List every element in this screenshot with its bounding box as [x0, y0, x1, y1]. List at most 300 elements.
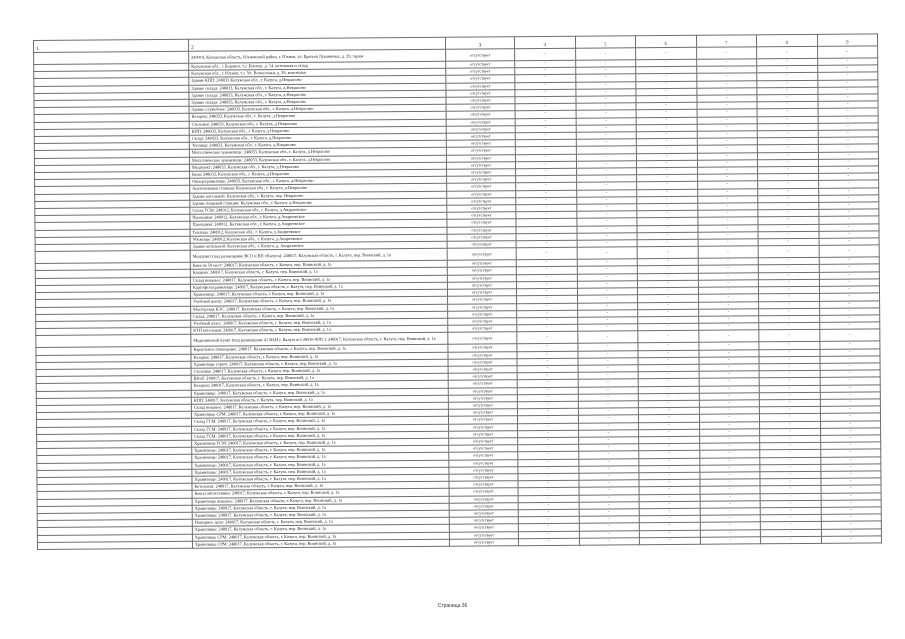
value-cell: - [699, 371, 760, 379]
value-cell: - [819, 315, 880, 323]
value-cell: - [759, 363, 820, 371]
value-cell: - [817, 87, 878, 95]
value-cell: - [515, 139, 576, 147]
value-cell: - [820, 464, 881, 472]
value-cell: - [516, 219, 577, 227]
value-cell: - [636, 124, 697, 132]
value-cell: - [639, 537, 700, 545]
value-cell: - [699, 457, 760, 465]
status-cell: отсутствует [446, 162, 515, 170]
value-cell: - [517, 324, 578, 332]
value-cell: - [639, 515, 700, 523]
value-cell: - [820, 399, 881, 407]
value-cell: - [638, 350, 699, 358]
value-cell: - [760, 515, 821, 523]
value-cell: - [699, 472, 760, 480]
value-cell: - [820, 428, 881, 436]
value-cell: - [759, 370, 820, 378]
status-cell: отсутствует [447, 274, 516, 282]
status-cell: отсутствует [449, 452, 518, 460]
value-cell: - [578, 372, 639, 380]
value-cell: - [636, 81, 697, 89]
value-cell: - [758, 246, 819, 258]
value-cell: - [518, 524, 579, 532]
value-cell: - [577, 259, 638, 267]
status-cell: отсутствует [448, 296, 517, 304]
value-cell: - [760, 529, 821, 537]
value-cell: - [758, 224, 819, 232]
value-cell: - [637, 203, 698, 211]
address-cell: КПП: 248033, Калужская обл., г. Калуга, д.Некрасово [189, 126, 446, 135]
address-cell: Учебный центр: 248017, Калужская область, г. Калуга, пер. Воинский, д. 1а [191, 297, 448, 306]
value-cell: - [757, 109, 818, 117]
value-cell: - [517, 296, 578, 304]
address-cell: Пожарное депо: 248017, Калужская область, г. Калуга, пер. Воинский, д. 1а [192, 517, 449, 526]
status-cell: отсутствует [446, 154, 515, 162]
value-cell: - [577, 350, 638, 358]
value-cell: - [577, 247, 638, 259]
value-cell: - [576, 204, 637, 212]
address-cell: Казарма: 248017, Калужская область, г. Калуга, пер. Воинский, д. 1а [191, 381, 448, 390]
address-cell: Хранилище: 248017, Калужская область, г. Калуга, пер. Воинский, д. 1а [190, 289, 447, 298]
address-cell: Медпункт (под размещение ВСО и ВП г.Калуга): 248017, Калужская область, г. Калуга, пер. Воинский, д. 1а [190, 249, 447, 263]
address-cell: Убежище: 248912, Калужская обл., г. Калуга, д.Андреевское [190, 234, 447, 243]
value-cell: - [576, 117, 637, 125]
address-cell: Склад вещевое: 248017, Калужская область, г. Калуга, пер. Воинский, д. 1а [190, 275, 447, 284]
value-cell: - [636, 47, 697, 59]
value-cell: - [819, 272, 880, 280]
status-cell: отсутствует [449, 481, 518, 489]
status-cell: отсутствует [448, 318, 517, 326]
status-cell: отсутствует [447, 234, 516, 242]
value-cell: - [577, 240, 638, 248]
value-cell: - [576, 175, 637, 183]
value-cell: - [759, 294, 820, 302]
value-cell: - [517, 365, 578, 373]
status-cell: отсутствует [447, 289, 516, 297]
address-cell: Баня на 50 мест: 248017, Калужская область, г. Калуга, пер. Воинский, д. 1а [190, 261, 447, 270]
status-cell: отсутствует [448, 332, 517, 345]
address-cell: Здание служебное: 248033, Калужская обл., г. Калуга, д.Некрасово [189, 104, 446, 113]
value-cell: - [576, 211, 637, 219]
address-cell: Хранилище ГСМ: 248017, Калужская область, г. Калуга, пер. Воинский, д. 1а [192, 438, 449, 447]
value-cell: - [758, 202, 819, 210]
value-cell: - [515, 82, 576, 90]
address-cell: Хранилище: 248017, Калужская область, г. Калуга, пер. Воинский, д. 1а [192, 460, 449, 469]
status-cell: отсутствует [449, 474, 518, 482]
value-cell: - [516, 212, 577, 220]
value-cell: - [637, 280, 698, 288]
value-cell: - [759, 414, 820, 422]
value-cell: - [515, 48, 576, 60]
value-cell: - [577, 233, 638, 241]
value-cell: - [639, 494, 700, 502]
address-cell: Здание пищевой станции: Калужская обл., г. Калуга, д.Некрасово [190, 198, 447, 207]
value-cell: - [639, 465, 700, 473]
status-cell: отсутствует [446, 82, 515, 90]
value-cell: - [759, 315, 820, 323]
value-cell: - [760, 464, 821, 472]
value-cell: - [760, 507, 821, 515]
value-cell: - [516, 190, 577, 198]
value-cell: - [639, 429, 700, 437]
value-cell: - [638, 323, 699, 331]
header-col-3: 3 [445, 37, 514, 50]
value-cell: - [696, 59, 757, 67]
value-cell: - [821, 485, 882, 493]
value-cell: - [758, 272, 819, 280]
status-cell: отсутствует [448, 373, 517, 381]
value-cell: - [820, 384, 881, 392]
value-cell: - [516, 281, 577, 289]
value-cell: - [698, 265, 759, 273]
address-cell: Хранилище: 248017, Калужская область, г. Калуга, пер. Воинский, д. 1а [192, 445, 449, 454]
row-number-cell [37, 541, 192, 549]
status-cell: отсутствует [448, 380, 517, 388]
value-cell: - [638, 393, 699, 401]
value-cell: - [818, 144, 879, 152]
value-cell: - [697, 196, 758, 204]
value-cell: - [576, 146, 637, 154]
value-cell: - [518, 452, 579, 460]
value-cell: - [760, 486, 821, 494]
value-cell: - [516, 248, 577, 260]
value-cell: - [515, 111, 576, 119]
value-cell: - [578, 480, 639, 488]
value-cell: - [699, 429, 760, 437]
value-cell: - [698, 258, 759, 266]
value-cell: - [639, 479, 700, 487]
value-cell: - [758, 265, 819, 273]
value-cell: - [818, 152, 879, 160]
value-cell: - [636, 103, 697, 111]
value-cell: - [759, 392, 820, 400]
value-cell: - [516, 226, 577, 234]
value-cell: - [757, 145, 818, 153]
value-cell: - [517, 317, 578, 325]
value-cell: - [757, 94, 818, 102]
value-cell: - [639, 472, 700, 480]
value-cell: - [579, 494, 640, 502]
value-cell: - [699, 400, 760, 408]
address-cell: Склад ГСМ: 248017, Калужская область, г. Калуга, пер. Воинский, д. 1а [192, 431, 449, 440]
value-cell: - [517, 401, 578, 409]
status-cell: отсутствует [447, 212, 516, 220]
address-cell: Склад: 248033, Калужская обл., г. Калуга, д.Некрасово [189, 133, 446, 142]
value-cell: - [636, 59, 697, 67]
value-cell: - [515, 154, 576, 162]
value-cell: - [820, 392, 881, 400]
value-cell: - [576, 189, 637, 197]
value-cell: - [637, 247, 698, 259]
value-cell: - [817, 72, 878, 80]
value-cell: - [576, 182, 637, 190]
value-cell: - [575, 48, 636, 60]
value-cell: - [517, 380, 578, 388]
value-cell: - [758, 238, 819, 246]
value-cell: - [699, 479, 760, 487]
value-cell: - [760, 450, 821, 458]
value-cell: - [575, 60, 636, 68]
value-cell: - [819, 286, 880, 294]
value-cell: - [639, 523, 700, 531]
status-cell: отсутствует [449, 531, 518, 539]
value-cell: - [639, 501, 700, 509]
value-cell: - [697, 131, 758, 139]
value-cell: - [821, 500, 882, 508]
value-cell: - [697, 181, 758, 189]
value-cell: - [637, 182, 698, 190]
address-cell: Склад: 248017, Калужская область, г. Калуга, пер. Воинский, д. 1а [191, 311, 448, 320]
value-cell: - [699, 436, 760, 444]
status-cell: отсутствует [448, 409, 517, 417]
value-cell: - [760, 536, 821, 544]
value-cell: - [697, 152, 758, 160]
value-cell: - [818, 123, 879, 131]
value-cell: - [578, 393, 639, 401]
address-cell: Калужская обл., г. Боровск, т.з. Беклеш, д. 14, котельная и склад [189, 61, 446, 70]
value-cell: - [516, 288, 577, 296]
value-cell: - [757, 123, 818, 131]
status-cell: отсутствует [448, 325, 517, 333]
value-cell: - [757, 102, 818, 110]
value-cell: - [698, 316, 759, 324]
value-cell: - [759, 399, 820, 407]
status-cell: отсутствует [449, 438, 518, 446]
address-cell: Овощехранилище: 248033, Калужская обл., г. Калуга, д.Некрасово [190, 177, 447, 186]
value-cell: - [698, 342, 759, 350]
value-cell: - [699, 357, 760, 365]
value-cell: - [637, 273, 698, 281]
value-cell: - [636, 139, 697, 147]
value-cell: - [576, 168, 637, 176]
value-cell: - [696, 66, 757, 74]
value-cell: - [820, 435, 881, 443]
value-cell: - [697, 217, 758, 225]
status-cell: отсутствует [447, 190, 516, 198]
address-cell: Караульное помещение: 248017, Калужская область, г. Калуга, пер. Воинский, д. 1а [191, 345, 448, 354]
value-cell: - [698, 287, 759, 295]
value-cell: - [757, 66, 818, 74]
status-cell: отсутствует [448, 416, 517, 424]
value-cell: - [637, 211, 698, 219]
address-cell: Калужская обл., г. Юхнов, т.з. Ул. Вознесенья, д. 29, котельная [189, 68, 446, 77]
value-cell: - [515, 103, 576, 111]
status-cell: отсутствует [449, 423, 518, 431]
value-cell: - [818, 216, 879, 224]
value-cell: - [818, 115, 879, 123]
value-cell: - [636, 74, 697, 82]
value-cell: - [818, 224, 879, 232]
value-cell: - [700, 529, 761, 537]
value-cell: - [515, 118, 576, 126]
status-cell: отсутствует [449, 502, 518, 510]
address-cell: Боксы автотехники: 248017, Калужская область, г. Калуга, пер. Воинский, д. 1а [192, 489, 449, 498]
value-cell: - [818, 202, 879, 210]
value-cell: - [819, 264, 880, 272]
status-cell: отсутствует [449, 445, 518, 453]
value-cell: - [637, 218, 698, 226]
status-cell: отсутствует [449, 488, 518, 496]
value-cell: - [516, 183, 577, 191]
value-cell: - [638, 343, 699, 351]
value-cell: - [699, 421, 760, 429]
address-cell: Картофелехранилище: 248017, Калужская область, г. Калуга, пер. Воинский, д. 1а [190, 282, 447, 291]
value-cell: - [517, 310, 578, 318]
value-cell: - [759, 330, 820, 342]
address-cell: Хранилище: 248017, Калужская область, г. Калуга, пер. Воинский, д. 1а [192, 525, 449, 534]
address-cell: Хранилище: 248017, Калужская область, г. Калуга, пер. Воинский, д. 1а [192, 503, 449, 512]
value-cell: - [699, 407, 760, 415]
value-cell: - [638, 331, 699, 343]
value-cell: - [575, 67, 636, 75]
address-cell: Проходная: 248912, Калужская обл., г. Калуга, д.Андреевское [190, 213, 447, 222]
value-cell: - [518, 538, 579, 546]
value-cell: - [637, 287, 698, 295]
header-col-6: 6 [635, 35, 696, 47]
value-cell: - [577, 317, 638, 325]
address-cell: Здание котельной: Калужская обл., г. Калуга, д. Андреевское [190, 241, 447, 250]
value-cell: - [697, 224, 758, 232]
value-cell: - [576, 153, 637, 161]
value-cell: - [696, 47, 757, 59]
value-cell: - [576, 161, 637, 169]
value-cell: - [517, 303, 578, 311]
status-cell: отсутствует [447, 226, 516, 234]
value-cell: - [758, 279, 819, 287]
value-cell: - [818, 209, 879, 217]
value-cell: - [818, 130, 879, 138]
value-cell: - [760, 500, 821, 508]
status-cell: отсутствует [446, 147, 515, 155]
value-cell: - [817, 94, 878, 102]
value-cell: - [579, 487, 640, 495]
address-cell: Хранилище: 248017, Калужская область, г. Калуга, пер. Воинский, д. 1а [192, 453, 449, 462]
value-cell: - [821, 536, 882, 544]
address-cell: Столовая: 248033, Калужская обл., г. Калуга, д.Некрасово [189, 119, 446, 128]
status-cell: отсутствует [447, 260, 516, 268]
status-cell: отсутствует [447, 176, 516, 184]
address-cell: Здание склада: 248033, Калужская обл., г. Калуга, д.Некрасово [189, 83, 446, 92]
address-cell: Теплица: 248912, Калужская обл., г. Калуга, д.Андреевское [190, 227, 447, 236]
value-cell: - [759, 356, 820, 364]
value-cell: - [696, 95, 757, 103]
value-cell: - [820, 478, 881, 486]
value-cell: - [576, 132, 637, 140]
status-cell: отсутствует [446, 49, 515, 62]
value-cell: - [820, 370, 881, 378]
value-cell: - [699, 465, 760, 473]
value-cell: - [817, 65, 878, 73]
value-cell: - [821, 492, 882, 500]
value-cell: - [636, 153, 697, 161]
value-cell: - [818, 173, 879, 181]
status-cell: отсутствует [448, 351, 517, 359]
status-cell: отсутствует [446, 90, 515, 98]
value-cell: - [820, 420, 881, 428]
value-cell: - [515, 67, 576, 75]
value-cell: - [578, 430, 639, 438]
value-cell: - [579, 509, 640, 517]
status-cell: отсутствует [447, 219, 516, 227]
value-cell: - [698, 294, 759, 302]
status-cell: отсутствует [446, 111, 515, 119]
value-cell: - [516, 204, 577, 212]
value-cell: - [699, 393, 760, 401]
status-cell: отсутствует [446, 61, 515, 69]
address-cell: КТП котельная: 248017, Калужская область, г. Калуга, пер. Воинский, д. 1а [191, 325, 448, 334]
status-cell: отсутствует [449, 459, 518, 467]
value-cell: - [819, 300, 880, 308]
value-cell: - [516, 274, 577, 282]
address-cell: Проходная: 248912, Калужская обл., г. Калуга, д.Андреевское [190, 220, 447, 229]
value-cell: - [757, 46, 818, 58]
value-cell: - [579, 516, 640, 524]
value-cell: - [758, 231, 819, 239]
value-cell: - [515, 96, 576, 104]
value-cell: - [699, 450, 760, 458]
value-cell: - [577, 302, 638, 310]
value-cell: - [518, 495, 579, 503]
status-cell: отсутствует [448, 310, 517, 318]
value-cell: - [578, 379, 639, 387]
value-cell: - [759, 349, 820, 357]
value-cell: - [698, 239, 759, 247]
status-cell: отсутствует [449, 517, 518, 525]
header-col-2: 2 [188, 37, 445, 51]
value-cell: - [758, 258, 819, 266]
value-cell: - [515, 60, 576, 68]
address-cell: Склад вещевое: 248017, Калужская область, г. Калуга, пер. Воинский, д. 1а [191, 402, 448, 411]
status-cell: отсутствует [446, 97, 515, 105]
value-cell: - [636, 66, 697, 74]
value-cell: - [698, 309, 759, 317]
value-cell: - [578, 386, 639, 394]
value-cell: - [758, 210, 819, 218]
status-cell: отсутствует [446, 104, 515, 112]
value-cell: - [758, 188, 819, 196]
value-cell: - [517, 344, 578, 352]
value-cell: - [757, 159, 818, 167]
value-cell: - [638, 386, 699, 394]
value-cell: - [697, 160, 758, 168]
status-cell: отсутствует [447, 183, 516, 191]
value-cell: - [758, 174, 819, 182]
value-cell: - [697, 210, 758, 218]
value-cell: - [518, 480, 579, 488]
value-cell: - [578, 365, 639, 373]
value-cell: - [577, 288, 638, 296]
status-cell: отсутствует [449, 466, 518, 474]
status-cell: отсутствует [447, 248, 516, 261]
value-cell: - [760, 493, 821, 501]
value-cell: - [578, 473, 639, 481]
value-cell: - [518, 473, 579, 481]
value-cell: - [697, 188, 758, 196]
value-cell: - [759, 378, 820, 386]
address-cell: Медицинский пункт (под размещение 41 ВАИ г. Калуга в/ч 28916-ФПС): 248017, Калужская область, г. Калуга, пер. Воинский, д. 1а [191, 333, 448, 347]
value-cell: - [636, 146, 697, 154]
address-cell: КПП: 248017, Калужская область, г. Калуга, пер. Воинский, д. 1а [191, 395, 448, 404]
value-cell: - [699, 385, 760, 393]
value-cell: - [516, 267, 577, 275]
value-cell: - [696, 73, 757, 81]
address-cell: Хранилище горюч. 248017, Калужская область, г. Калуга, пер. Воинский, д. 1а [191, 359, 448, 368]
value-cell: - [820, 406, 881, 414]
address-cell: Баня: 248033, Калужская обл., г. Калуга, д.Некрасово [190, 169, 447, 178]
value-cell: - [576, 197, 637, 205]
value-cell: - [637, 239, 698, 247]
